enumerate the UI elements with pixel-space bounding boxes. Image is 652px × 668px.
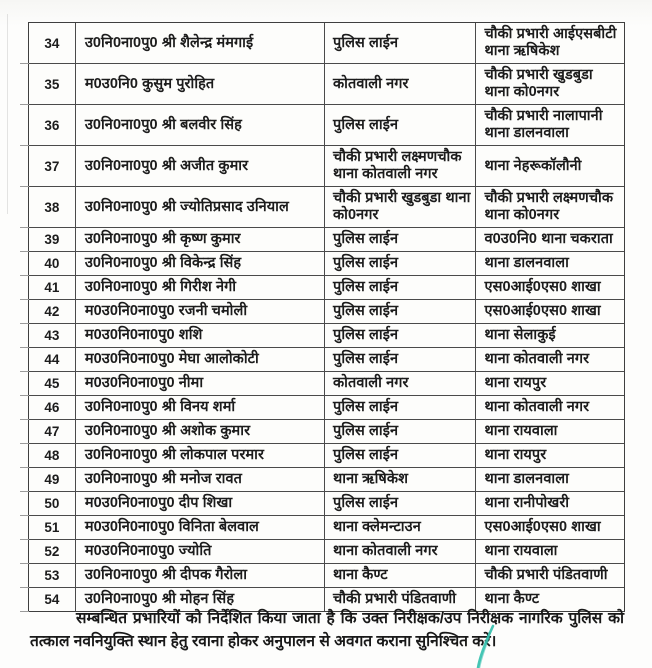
table-row	[29, 228, 624, 252]
new-posting-cell: चौकी प्रभारी खुडबुडा थाना को0नगर	[484, 67, 593, 100]
new-posting-cell: थाना रायवाला	[484, 543, 558, 559]
serial-number-cell: 47	[29, 420, 76, 443]
new-posting-cell: एस0आई0एस0 शाखा	[484, 303, 601, 319]
table-row	[29, 146, 624, 187]
current-posting-cell: पुलिस लाईन	[325, 300, 477, 323]
officer-name-cell: उ0नि0ना0पु0 श्री विकेन्द्र सिंह	[76, 252, 325, 275]
table-row	[29, 444, 624, 468]
current-posting-cell: पुलिस लाईन	[325, 420, 477, 443]
current-posting-cell: चौकी प्रभारी लक्ष्मणचौक थाना कोतवाली नगर	[325, 146, 477, 186]
table-row	[29, 187, 624, 228]
table-row	[29, 348, 624, 372]
serial-number-cell: 48	[29, 444, 76, 467]
current-posting-cell: चौकी प्रभारी खुडबुडा थाना को0नगर	[325, 187, 477, 227]
serial-number-cell: 45	[29, 372, 76, 395]
officer-name-cell: म0उ0नि0ना0पु0 ज्योति	[76, 540, 325, 563]
table-row	[29, 252, 624, 276]
officer-name-cell: उ0नि0ना0पु0 श्री शैलेन्द्र मंमगाई	[76, 23, 325, 63]
officer-name-cell: उ0नि0ना0पु0 श्री कृष्ण कुमार	[76, 228, 325, 251]
current-posting-cell: पुलिस लाईन	[325, 444, 477, 467]
new-posting-cell: थाना रायपुर	[484, 375, 547, 391]
serial-number-cell: 49	[29, 468, 76, 491]
officer-name-cell: उ0नि0ना0पु0 श्री दीपक गैरोला	[76, 564, 325, 587]
officer-name-cell: म0उ0नि0ना0पु0 मेघा आलोकोटी	[76, 348, 325, 371]
current-posting-cell: पुलिस लाईन	[325, 276, 477, 299]
new-posting-cell: थाना कोतवाली नगर	[484, 399, 590, 415]
table-row	[29, 540, 624, 564]
officer-name-cell: उ0नि0ना0पु0 श्री अजीत कुमार	[76, 146, 325, 186]
serial-number-cell: 41	[29, 276, 76, 299]
current-posting-cell: पुलिस लाईन	[325, 324, 477, 347]
current-posting-cell: थाना ऋषिकेश	[325, 468, 477, 491]
new-posting-cell: व0उ0नि0 थाना चकराता	[484, 231, 613, 247]
table-row	[29, 516, 624, 540]
officer-name-cell: उ0नि0ना0पु0 श्री बलवीर सिंह	[76, 105, 325, 145]
current-posting-cell: पुलिस लाईन	[325, 348, 477, 371]
current-posting-cell: पुलिस लाईन	[325, 228, 477, 251]
new-posting-cell: चौकी प्रभारी नालापानी थाना डालनवाला	[484, 108, 603, 141]
new-posting-cell: थाना नेहरूकॉलौनी	[484, 157, 582, 174]
serial-number-cell: 40	[29, 252, 76, 275]
serial-number-cell: 38	[29, 187, 76, 227]
table-row	[29, 324, 624, 348]
officer-name-cell: म0उ0नि0ना0पु0 रजनी चमोली	[76, 300, 325, 323]
serial-number-cell: 44	[29, 348, 76, 371]
transfer-posting-table	[28, 22, 625, 612]
new-posting-cell: थाना डालनवाला	[484, 471, 569, 487]
current-posting-cell: थाना कैण्ट	[325, 564, 477, 587]
officer-name-cell: म0उ0नि0ना0पु0 शशि	[76, 324, 325, 347]
table-row	[29, 64, 624, 105]
new-posting-cell: थाना रायवाला	[484, 423, 558, 439]
table-row	[29, 105, 624, 146]
officer-name-cell: म0उ0नि0 कुसुम पुरोहित	[76, 64, 325, 104]
current-posting-cell: थाना कोतवाली नगर	[325, 540, 477, 563]
serial-number-cell: 43	[29, 324, 76, 347]
serial-number-cell: 42	[29, 300, 76, 323]
table-row	[29, 276, 624, 300]
serial-number-cell: 34	[29, 23, 76, 63]
directive-paragraph: सम्बन्धित प्रभारियों को निर्देशित किया जाता है कि उक्त निरीक्षक/उप निरीक्षक नागरिक पुलिस को तत्काल नवनियुक्ति स्थान हेतु रवाना होकर अनुपालन से अवगत कराना सुनिश्चित करें।	[30, 610, 624, 650]
table-row	[29, 372, 624, 396]
new-posting-cell: थाना कोतवाली नगर	[484, 351, 590, 367]
current-posting-cell: कोतवाली नगर	[325, 64, 477, 104]
new-posting-cell: चौकी प्रभारी लक्ष्मणचौक थाना को0नगर	[484, 190, 614, 223]
serial-number-cell: 37	[29, 146, 76, 186]
serial-number-cell: 39	[29, 228, 76, 251]
serial-number-cell: 52	[29, 540, 76, 563]
serial-number-cell: 50	[29, 492, 76, 515]
serial-number-cell: 51	[29, 516, 76, 539]
new-posting-cell: थाना कैण्ट	[484, 591, 540, 607]
serial-number-cell: 36	[29, 105, 76, 145]
new-posting-cell: थाना सेलाकुई	[484, 327, 556, 343]
officer-name-cell: उ0नि0ना0पु0 श्री विनय शर्मा	[76, 396, 325, 419]
current-posting-cell: कोतवाली नगर	[325, 372, 477, 395]
new-posting-cell: थाना डालनवाला	[484, 255, 569, 271]
table-row	[29, 420, 624, 444]
scan-artifact-line	[7, 14, 8, 214]
officer-name-cell: उ0नि0ना0पु0 श्री मोहन सिंह	[76, 588, 325, 611]
officer-name-cell: उ0नि0ना0पु0 श्री ज्योतिप्रसाद उनियाल	[76, 187, 325, 227]
officer-name-cell: उ0नि0ना0पु0 श्री लोकपाल परमार	[76, 444, 325, 467]
serial-number-cell: 53	[29, 564, 76, 587]
table-row	[29, 300, 624, 324]
current-posting-cell: पुलिस लाईन	[325, 252, 477, 275]
new-posting-cell: थाना रानीपोखरी	[484, 495, 570, 511]
table-row	[29, 492, 624, 516]
current-posting-cell: पुलिस लाईन	[325, 396, 477, 419]
officer-name-cell: म0उ0नि0ना0पु0 नीमा	[76, 372, 325, 395]
serial-number-cell: 54	[29, 588, 76, 611]
table-row	[29, 396, 624, 420]
new-posting-cell: एस0आई0एस0 शाखा	[484, 519, 601, 535]
new-posting-cell: एस0आई0एस0 शाखा	[484, 279, 601, 295]
table-row	[29, 468, 624, 492]
officer-name-cell: म0उ0नि0ना0पु0 दीप शिखा	[76, 492, 325, 515]
current-posting-cell: चौकी प्रभारी पंडितवाणी	[325, 588, 477, 611]
current-posting-cell: पुलिस लाईन	[325, 105, 477, 145]
serial-number-cell: 46	[29, 396, 76, 419]
serial-number-cell: 35	[29, 64, 76, 104]
new-posting-cell: चौकी प्रभारी पंडितवाणी	[484, 567, 608, 583]
table-row	[29, 23, 624, 64]
officer-name-cell: उ0नि0ना0पु0 श्री मनोज रावत	[76, 468, 325, 491]
current-posting-cell: थाना क्लेमन्टाउन	[325, 516, 477, 539]
new-posting-cell: थाना रायपुर	[484, 447, 547, 463]
current-posting-cell: पुलिस लाईन	[325, 23, 477, 63]
officer-name-cell: म0उ0नि0ना0पु0 विनिता बेलवाल	[76, 516, 325, 539]
table-row	[29, 564, 624, 588]
current-posting-cell: पुलिस लाईन	[325, 492, 477, 515]
new-posting-cell: चौकी प्रभारी आईएसबीटी थाना ऋषिकेश	[484, 26, 617, 59]
officer-name-cell: उ0नि0ना0पु0 श्री गिरीश नेगी	[76, 276, 325, 299]
officer-name-cell: उ0नि0ना0पु0 श्री अशोक कुमार	[76, 420, 325, 443]
